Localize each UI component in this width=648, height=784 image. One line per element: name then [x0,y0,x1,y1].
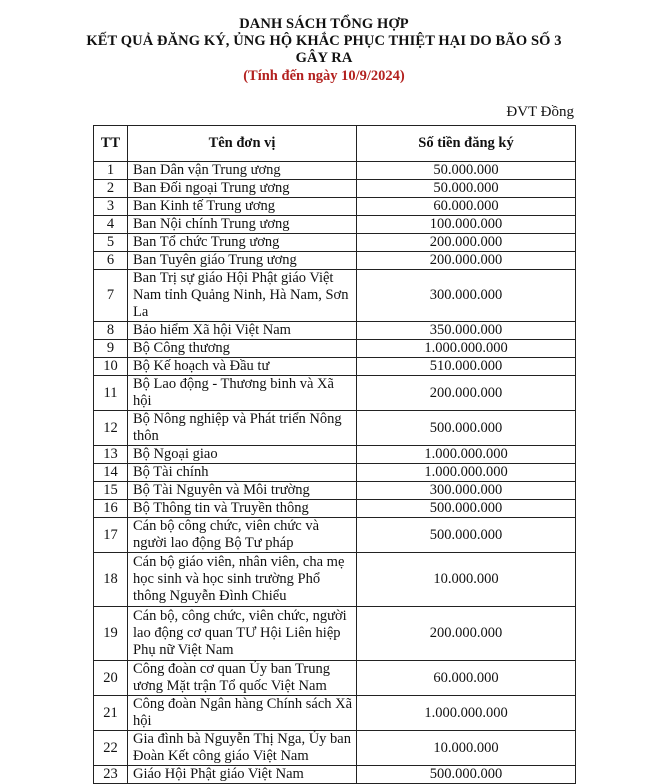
row-number: 7 [94,270,128,322]
row-number: 18 [94,553,128,607]
unit-name: Bộ Thông tin và Truyền thông [128,500,357,518]
row-number: 23 [94,766,128,784]
unit-name: Bộ Tài Nguyên và Môi trường [128,482,357,500]
registered-amount: 1.000.000.000 [357,446,576,464]
table-row [94,216,576,234]
row-number: 16 [94,500,128,518]
row-number: 22 [94,731,128,766]
date-note: (Tính đến ngày 10/9/2024) [243,68,405,84]
unit-name: Ban Nội chính Trung ương [128,216,357,234]
row-number: 10 [94,358,128,376]
table-row [94,607,576,661]
document-header [0,16,648,85]
registered-amount: 500.000.000 [357,500,576,518]
registered-amount: 500.000.000 [357,411,576,446]
registered-amount: 200.000.000 [357,234,576,252]
row-number: 21 [94,696,128,731]
column-header-tt: TT [94,126,128,162]
table-row [94,411,576,446]
row-number: 13 [94,446,128,464]
unit-name: Bộ Ngoại giao [128,446,357,464]
registered-amount: 200.000.000 [357,376,576,411]
row-number: 6 [94,252,128,270]
registered-amount: 1.000.000.000 [357,696,576,731]
unit-name: Cán bộ, công chức, viên chức, người lao động cơ quan TƯ Hội Liên hiệp Phụ nữ Việt Nam [128,607,357,661]
registered-amount: 350.000.000 [357,322,576,340]
title-line-1: DANH SÁCH TỔNG HỢP [239,16,409,32]
registered-amount: 300.000.000 [357,482,576,500]
registered-amount: 100.000.000 [357,216,576,234]
row-number: 3 [94,198,128,216]
row-number: 9 [94,340,128,358]
table-row [94,464,576,482]
unit-name: Ban Trị sự giáo Hội Phật giáo Việt Nam tỉnh Quảng Ninh, Hà Nam, Sơn La [128,270,357,322]
unit-name: Giáo Hội Phật giáo Việt Nam [128,766,357,784]
table-row [94,162,576,180]
unit-name: Công đoàn Ngân hàng Chính sách Xã hội [128,696,357,731]
table-row [94,358,576,376]
unit-name: Ban Đối ngoại Trung ương [128,180,357,198]
table-row [94,766,576,784]
registered-amount: 1.000.000.000 [357,340,576,358]
registered-amount: 60.000.000 [357,661,576,696]
row-number: 15 [94,482,128,500]
unit-name: Ban Dân vận Trung ương [128,162,357,180]
row-number: 12 [94,411,128,446]
registered-amount: 10.000.000 [357,731,576,766]
row-number: 8 [94,322,128,340]
table-row [94,234,576,252]
registered-amount: 50.000.000 [357,180,576,198]
registered-amount: 10.000.000 [357,553,576,607]
title-line-2: KẾT QUẢ ĐĂNG KÝ, ỦNG HỘ KHẮC PHỤC THIỆT HẠI DO BÃO SỐ 3 [86,33,562,49]
row-number: 19 [94,607,128,661]
unit-name: Gia đình bà Nguyễn Thị Nga, Ủy ban Đoàn Kết công giáo Việt Nam [128,731,357,766]
row-number: 1 [94,162,128,180]
row-number: 20 [94,661,128,696]
table-row [94,252,576,270]
registered-amount: 500.000.000 [357,518,576,553]
row-number: 2 [94,180,128,198]
table-row [94,482,576,500]
registered-amount: 200.000.000 [357,607,576,661]
table-row [94,340,576,358]
row-number: 14 [94,464,128,482]
unit-name: Bảo hiểm Xã hội Việt Nam [128,322,357,340]
unit-name: Ban Tổ chức Trung ương [128,234,357,252]
registered-amount: 50.000.000 [357,162,576,180]
table-header-row [94,126,576,162]
unit-name: Ban Kinh tế Trung ương [128,198,357,216]
table-row [94,446,576,464]
registered-amount: 1.000.000.000 [357,464,576,482]
unit-name: Công đoàn cơ quan Ủy ban Trung ương Mặt trận Tổ quốc Việt Nam [128,661,357,696]
column-header-amount: Số tiền đăng ký [357,126,576,162]
table-row [94,198,576,216]
unit-name: Bộ Nông nghiệp và Phát triển Nông thôn [128,411,357,446]
table-row [94,376,576,411]
table-row [94,553,576,607]
table-row [94,180,576,198]
unit-name: Cán bộ giáo viên, nhân viên, cha mẹ học sinh và học sinh trường Phổ thông Nguyễn Đình Chiểu [128,553,357,607]
table-row [94,270,576,322]
registered-amount: 60.000.000 [357,198,576,216]
row-number: 4 [94,216,128,234]
title-line-3: GÂY RA [295,50,353,66]
row-number: 5 [94,234,128,252]
registered-amount: 200.000.000 [357,252,576,270]
unit-name: Ban Tuyên giáo Trung ương [128,252,357,270]
table-row [94,500,576,518]
table-body [94,162,576,784]
donation-table [93,125,576,784]
unit-name: Cán bộ công chức, viên chức và người lao động Bộ Tư pháp [128,518,357,553]
unit-name: Bộ Kế hoạch và Đầu tư [128,358,357,376]
currency-unit: ĐVT Đồng [506,104,574,120]
registered-amount: 300.000.000 [357,270,576,322]
table-row [94,322,576,340]
unit-name: Bộ Lao động - Thương binh và Xã hội [128,376,357,411]
table-row [94,518,576,553]
unit-name: Bộ Tài chính [128,464,357,482]
row-number: 11 [94,376,128,411]
table-row [94,731,576,766]
column-header-name: Tên đơn vị [128,126,357,162]
row-number: 17 [94,518,128,553]
registered-amount: 500.000.000 [357,766,576,784]
table-row [94,661,576,696]
unit-name: Bộ Công thương [128,340,357,358]
registered-amount: 510.000.000 [357,358,576,376]
table-row [94,696,576,731]
